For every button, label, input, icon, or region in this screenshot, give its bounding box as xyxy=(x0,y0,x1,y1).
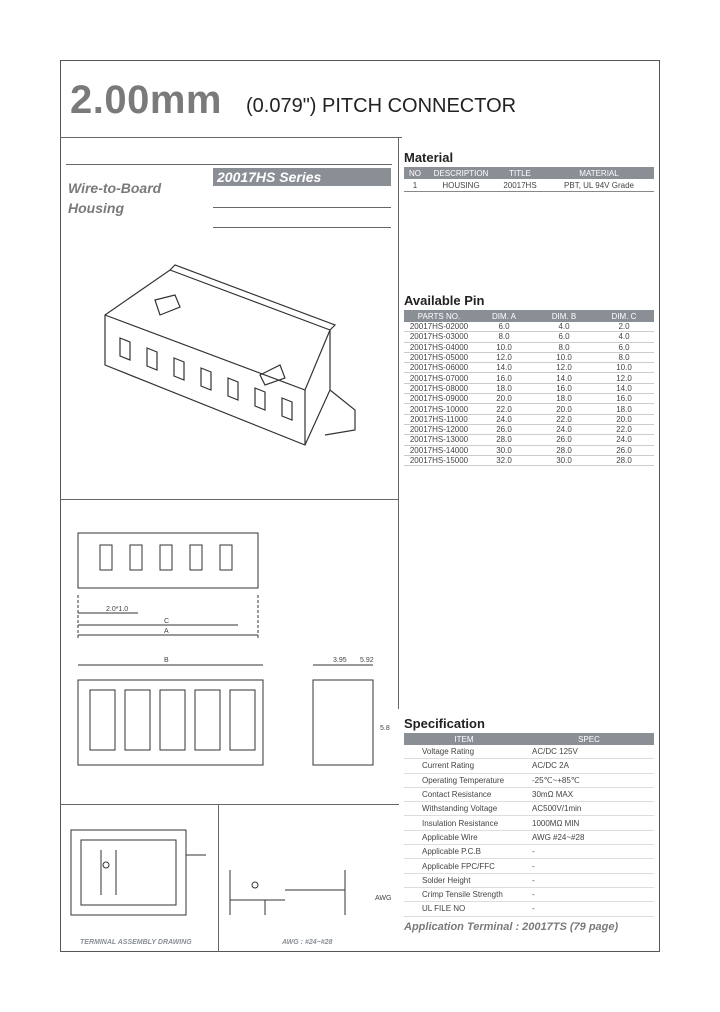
spec-value: AWG #24~#28 xyxy=(524,830,654,844)
spec-item: Applicable Wire xyxy=(404,830,524,844)
table-row xyxy=(404,394,654,404)
available-pin-title: Available Pin xyxy=(404,293,485,308)
lower-column-divider xyxy=(398,499,399,709)
col-spec: SPEC xyxy=(524,733,654,745)
application-terminal: Application Terminal : 20017TS (79 page) xyxy=(404,921,619,933)
terminal-side-drawing xyxy=(225,840,395,925)
spec-item: Applicable P.C.B xyxy=(404,845,524,859)
pin-dim-a: 10.0 xyxy=(474,342,534,352)
dim-592-label: 5.92 xyxy=(360,657,374,664)
pin-dim-c: 18.0 xyxy=(594,404,654,414)
pin-dim-b: 20.0 xyxy=(534,404,594,414)
dim-a-label: A xyxy=(164,628,169,635)
pin-dim-c: 20.0 xyxy=(594,414,654,424)
spec-value: AC/DC 125V xyxy=(524,745,654,759)
material-title: Material xyxy=(404,150,454,165)
pin-dim-b: 12.0 xyxy=(534,363,594,373)
table-row xyxy=(404,859,654,873)
pin-dim-a: 26.0 xyxy=(474,424,534,434)
table-row xyxy=(404,887,654,901)
pin-part-no: 20017HS-02000 xyxy=(404,322,474,332)
terminal-assembly-drawing xyxy=(66,815,214,925)
table-row xyxy=(404,363,654,373)
col-no: NO xyxy=(404,167,426,179)
table-row xyxy=(404,759,654,773)
pin-dim-b: 6.0 xyxy=(534,332,594,342)
table-row xyxy=(404,342,654,352)
pin-dim-c: 8.0 xyxy=(594,352,654,362)
pitch-title: 2.00mm xyxy=(70,78,222,122)
terminal-assembly-caption: TERMINAL ASSEMBLY DRAWING xyxy=(80,939,192,946)
table-row xyxy=(404,816,654,830)
material-no: 1 xyxy=(412,180,418,190)
material-table xyxy=(404,167,654,192)
table-row xyxy=(404,845,654,859)
table-row xyxy=(404,424,654,434)
pin-dim-a: 20.0 xyxy=(474,394,534,404)
spec-item: Current Rating xyxy=(404,759,524,773)
table-row xyxy=(404,414,654,424)
table-row xyxy=(404,352,654,362)
table-row xyxy=(404,179,654,192)
spec-item: Operating Temperature xyxy=(404,773,524,787)
pin-dim-c: 26.0 xyxy=(594,445,654,455)
connector-subtitle: (0.079") PITCH CONNECTOR xyxy=(246,95,517,117)
pin-dim-b: 10.0 xyxy=(534,352,594,362)
table-row xyxy=(404,745,654,759)
wtb-rule xyxy=(66,164,392,165)
pin-dim-a: 8.0 xyxy=(474,332,534,342)
available-pin-table xyxy=(404,310,654,466)
pin-dim-c: 2.0 xyxy=(594,322,654,332)
connector-front-view xyxy=(68,525,398,780)
dim-395-label: 3.95 xyxy=(333,657,347,664)
awg-caption: AWG : #24~#28 xyxy=(282,939,333,946)
table-row xyxy=(404,830,654,844)
pin-dim-b: 14.0 xyxy=(534,373,594,383)
pin-part-no: 20017HS-14000 xyxy=(404,445,474,455)
spec-value: - xyxy=(524,873,654,887)
pin-dim-c: 16.0 xyxy=(594,394,654,404)
dim-pitch-label: 2.0*1.0 xyxy=(106,606,129,613)
col-dim-c: DIM. C xyxy=(594,310,654,322)
pin-part-no: 20017HS-11000 xyxy=(404,414,474,424)
spec-value: - xyxy=(524,859,654,873)
pin-part-no: 20017HS-15000 xyxy=(404,455,474,465)
pin-dim-c: 22.0 xyxy=(594,424,654,434)
awg-tag: AWG xyxy=(375,895,392,902)
pin-dim-a: 28.0 xyxy=(474,435,534,445)
pin-dim-a: 32.0 xyxy=(474,455,534,465)
pin-dim-b: 26.0 xyxy=(534,435,594,445)
table-row xyxy=(404,322,654,332)
pin-part-no: 20017HS-08000 xyxy=(404,383,474,393)
table-row xyxy=(404,455,654,465)
product-type-line2: Housing xyxy=(68,200,124,216)
table-row xyxy=(404,873,654,887)
spec-value: - xyxy=(524,887,654,901)
pin-dim-b: 4.0 xyxy=(534,322,594,332)
connector-isometric-drawing xyxy=(95,260,395,460)
column-divider xyxy=(398,137,399,499)
pin-dim-c: 24.0 xyxy=(594,435,654,445)
table-row xyxy=(404,902,654,916)
spec-value: -25℃~+85℃ xyxy=(524,773,654,787)
col-title: TITLE xyxy=(496,167,544,179)
pin-part-no: 20017HS-09000 xyxy=(404,394,474,404)
mid-divider xyxy=(60,499,399,500)
series-badge: 20017HS Series xyxy=(213,168,391,186)
pin-dim-b: 16.0 xyxy=(534,383,594,393)
pin-part-no: 20017HS-07000 xyxy=(404,373,474,383)
wtb-rule2 xyxy=(213,207,391,208)
spec-value: AC/DC 2A xyxy=(524,759,654,773)
table-row xyxy=(404,332,654,342)
pin-part-no: 20017HS-12000 xyxy=(404,424,474,434)
table-row xyxy=(404,787,654,801)
col-description: DESCRIPTION xyxy=(426,167,496,179)
spec-item: Applicable FPC/FFC xyxy=(404,859,524,873)
pin-dim-c: 12.0 xyxy=(594,373,654,383)
material-description: HOUSING xyxy=(442,180,480,190)
wtb-rule3 xyxy=(213,227,391,228)
pin-part-no: 20017HS-04000 xyxy=(404,342,474,352)
header-divider xyxy=(60,137,402,138)
spec-item: Contact Resistance xyxy=(404,787,524,801)
pin-dim-a: 14.0 xyxy=(474,363,534,373)
table-row xyxy=(404,802,654,816)
dim-b-label: B xyxy=(164,657,169,664)
spec-value: 1000MΩ MIN xyxy=(524,816,654,830)
pin-dim-b: 8.0 xyxy=(534,342,594,352)
pin-part-no: 20017HS-03000 xyxy=(404,332,474,342)
spec-item: Crimp Tensile Strength xyxy=(404,887,524,901)
spec-item: Withstanding Voltage xyxy=(404,802,524,816)
pin-dim-b: 28.0 xyxy=(534,445,594,455)
table-row xyxy=(404,445,654,455)
spec-item: Solder Height xyxy=(404,873,524,887)
pin-dim-c: 28.0 xyxy=(594,455,654,465)
table-row xyxy=(404,373,654,383)
col-dim-a: DIM. A xyxy=(474,310,534,322)
pin-dim-c: 14.0 xyxy=(594,383,654,393)
pin-dim-a: 22.0 xyxy=(474,404,534,414)
pin-dim-b: 30.0 xyxy=(534,455,594,465)
product-type xyxy=(68,178,161,218)
product-type-line1: Wire-to-Board xyxy=(68,180,162,196)
spec-value: 30mΩ MAX xyxy=(524,787,654,801)
dim-c-label: C xyxy=(164,618,170,625)
pin-dim-a: 6.0 xyxy=(474,322,534,332)
table-row xyxy=(404,383,654,393)
pin-dim-a: 12.0 xyxy=(474,352,534,362)
pin-dim-a: 18.0 xyxy=(474,383,534,393)
pin-part-no: 20017HS-05000 xyxy=(404,352,474,362)
spec-value: - xyxy=(524,902,654,916)
pin-part-no: 20017HS-10000 xyxy=(404,404,474,414)
col-material: MATERIAL xyxy=(544,167,654,179)
pin-dim-a: 30.0 xyxy=(474,445,534,455)
pin-part-no: 20017HS-06000 xyxy=(404,363,474,373)
pin-dim-a: 16.0 xyxy=(474,373,534,383)
table-row xyxy=(404,435,654,445)
spec-value: - xyxy=(524,845,654,859)
specification-title: Specification xyxy=(404,716,485,731)
spec-value: AC500V/1min xyxy=(524,802,654,816)
pin-dim-b: 24.0 xyxy=(534,424,594,434)
col-item: ITEM xyxy=(404,733,524,745)
col-parts-no: PARTS NO. xyxy=(404,310,474,322)
lower-divider xyxy=(60,804,399,805)
pin-dim-c: 6.0 xyxy=(594,342,654,352)
pin-dim-b: 18.0 xyxy=(534,394,594,404)
specification-table xyxy=(404,733,654,917)
table-row xyxy=(404,404,654,414)
pin-dim-a: 24.0 xyxy=(474,414,534,424)
material-part: 20017HS xyxy=(503,180,537,190)
dim-side-label: 5.8 xyxy=(380,725,390,732)
pin-dim-c: 4.0 xyxy=(594,332,654,342)
spec-item: Voltage Rating xyxy=(404,745,524,759)
pin-part-no: 20017HS-13000 xyxy=(404,435,474,445)
col-dim-b: DIM. B xyxy=(534,310,594,322)
material-value: PBT, UL 94V Grade xyxy=(564,180,634,190)
bottom-split xyxy=(218,804,219,952)
spec-item: UL FILE NO xyxy=(404,902,524,916)
pin-dim-b: 22.0 xyxy=(534,414,594,424)
table-row xyxy=(404,773,654,787)
spec-item: Insulation Resistance xyxy=(404,816,524,830)
pin-dim-c: 10.0 xyxy=(594,363,654,373)
